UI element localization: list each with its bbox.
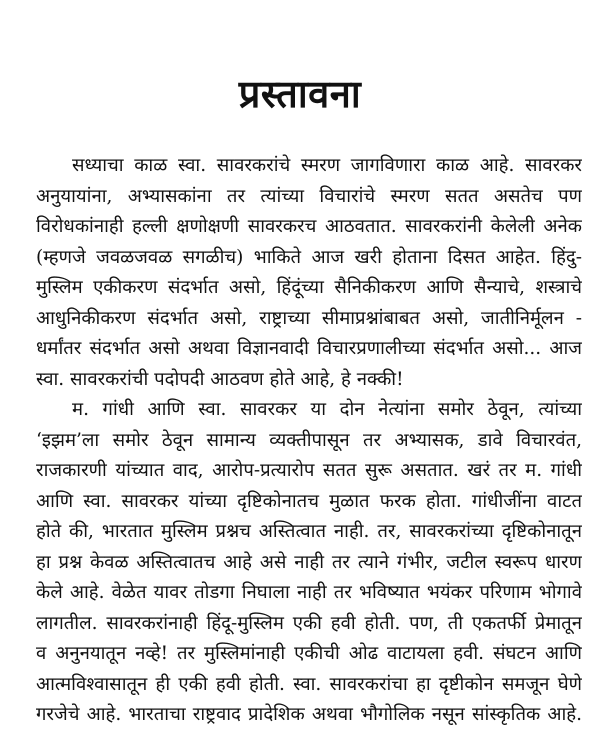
paragraph-1-line-7: धर्मांतर संदर्भात असो अथवा विज्ञानवादी विचारप्रणालीच्या संदर्भात असो... आज <box>36 338 582 359</box>
paragraph-2-line-1: म. गांधी आणि स्वा. सावरकर या दोन नेत्यांना समोर ठेवून, त्यांच्या <box>72 399 582 420</box>
page-title: प्रस्तावना <box>238 72 362 116</box>
paragraph-1-line-5: मुस्लिम एकीकरण संदर्भात असो, हिंदूंच्या सैनिकीकरण आणि सैन्याचे, शस्त्राचे <box>36 277 582 298</box>
body-text <box>36 151 582 731</box>
paragraph-2-line-9: व अनुनयातून नव्हे! तर मुस्लिमांनाही एकीची ओढ वाटायला हवी. संघटन आणि <box>36 643 582 664</box>
paragraph-2-line-8: लागतील. सावरकरांनाही हिंदू-मुस्लिम एकी हवी होती. पण, ती एकतर्फी प्रेमातून <box>36 612 582 634</box>
paragraph-2-line-3: राजकारणी यांच्यात वाद, आरोप-प्रत्यारोप सतत सुरू असतात. खरं तर म. गांधी <box>36 460 582 481</box>
paragraph-2-line-5: होते की, भारतात मुस्लिम प्रश्नच अस्तित्वात नाही. तर, सावरकरांच्या दृष्टिकोनातून <box>36 521 582 542</box>
paragraph-1-line-6: आधुनिकीकरण संदर्भात असो, राष्ट्राच्या सीमाप्रश्नांबाबत असो, जातीनिर्मूलन - <box>36 307 582 329</box>
paragraph-2-line-4: आणि स्वा. सावरकर यांच्या दृष्टिकोनातच मुळात फरक होता. गांधीजींना वाटत <box>36 490 582 512</box>
paragraph-2-line-7: केले आहे. वेळेत यावर तोडगा निघाला नाही तर भविष्यात भयंकर परिणाम भोगावे <box>36 582 582 603</box>
paragraph-2-line-6: हा प्रश्न केवळ अस्तित्वातच आहे असे नाही तर त्याने गंभीर, जटील स्वरूप धारण <box>36 551 582 573</box>
paragraph-2-line-10: आत्मविश्वासातून ही एकी हवी होती. स्वा. सावरकरांचा हा दृष्टीकोन समजून घेणे <box>36 673 582 695</box>
paragraph-1-line-4: (म्हणजे जवळजवळ सगळीच) भाकिते आज खरी होताना दिसत आहेत. हिंदु- <box>36 246 582 268</box>
paragraph-2-line-2: ‘इझम’ला समोर ठेवून सामान्य व्यक्तीपासून तर अभ्यासक, डावे विचारवंत, <box>36 429 582 451</box>
paragraph-1-line-8: स्वा. सावरकरांची पदोपदी आठवण होते आहे, हे नक्की! <box>36 368 404 390</box>
paragraph-1-line-2: अनुयायांना, अभ्यासकांना तर त्यांच्या विचारांचे स्मरण सतत असतेच पण <box>36 185 582 207</box>
paragraph-1-line-1: सध्याचा काळ स्वा. सावरकरांचे स्मरण जागविणारा काळ आहे. सावरकर <box>72 155 582 176</box>
paragraph-2-line-11: गरजेचे आहे. भारताचा राष्ट्रवाद प्रादेशिक अथवा भौगोलिक नसून सांस्कृतिक आहे. <box>36 704 582 725</box>
paragraph-1-line-3: विरोधकांनाही हल्ली क्षणोक्षणी सावरकरच आठवतात. सावरकरांनी केलेली अनेक <box>36 216 582 237</box>
